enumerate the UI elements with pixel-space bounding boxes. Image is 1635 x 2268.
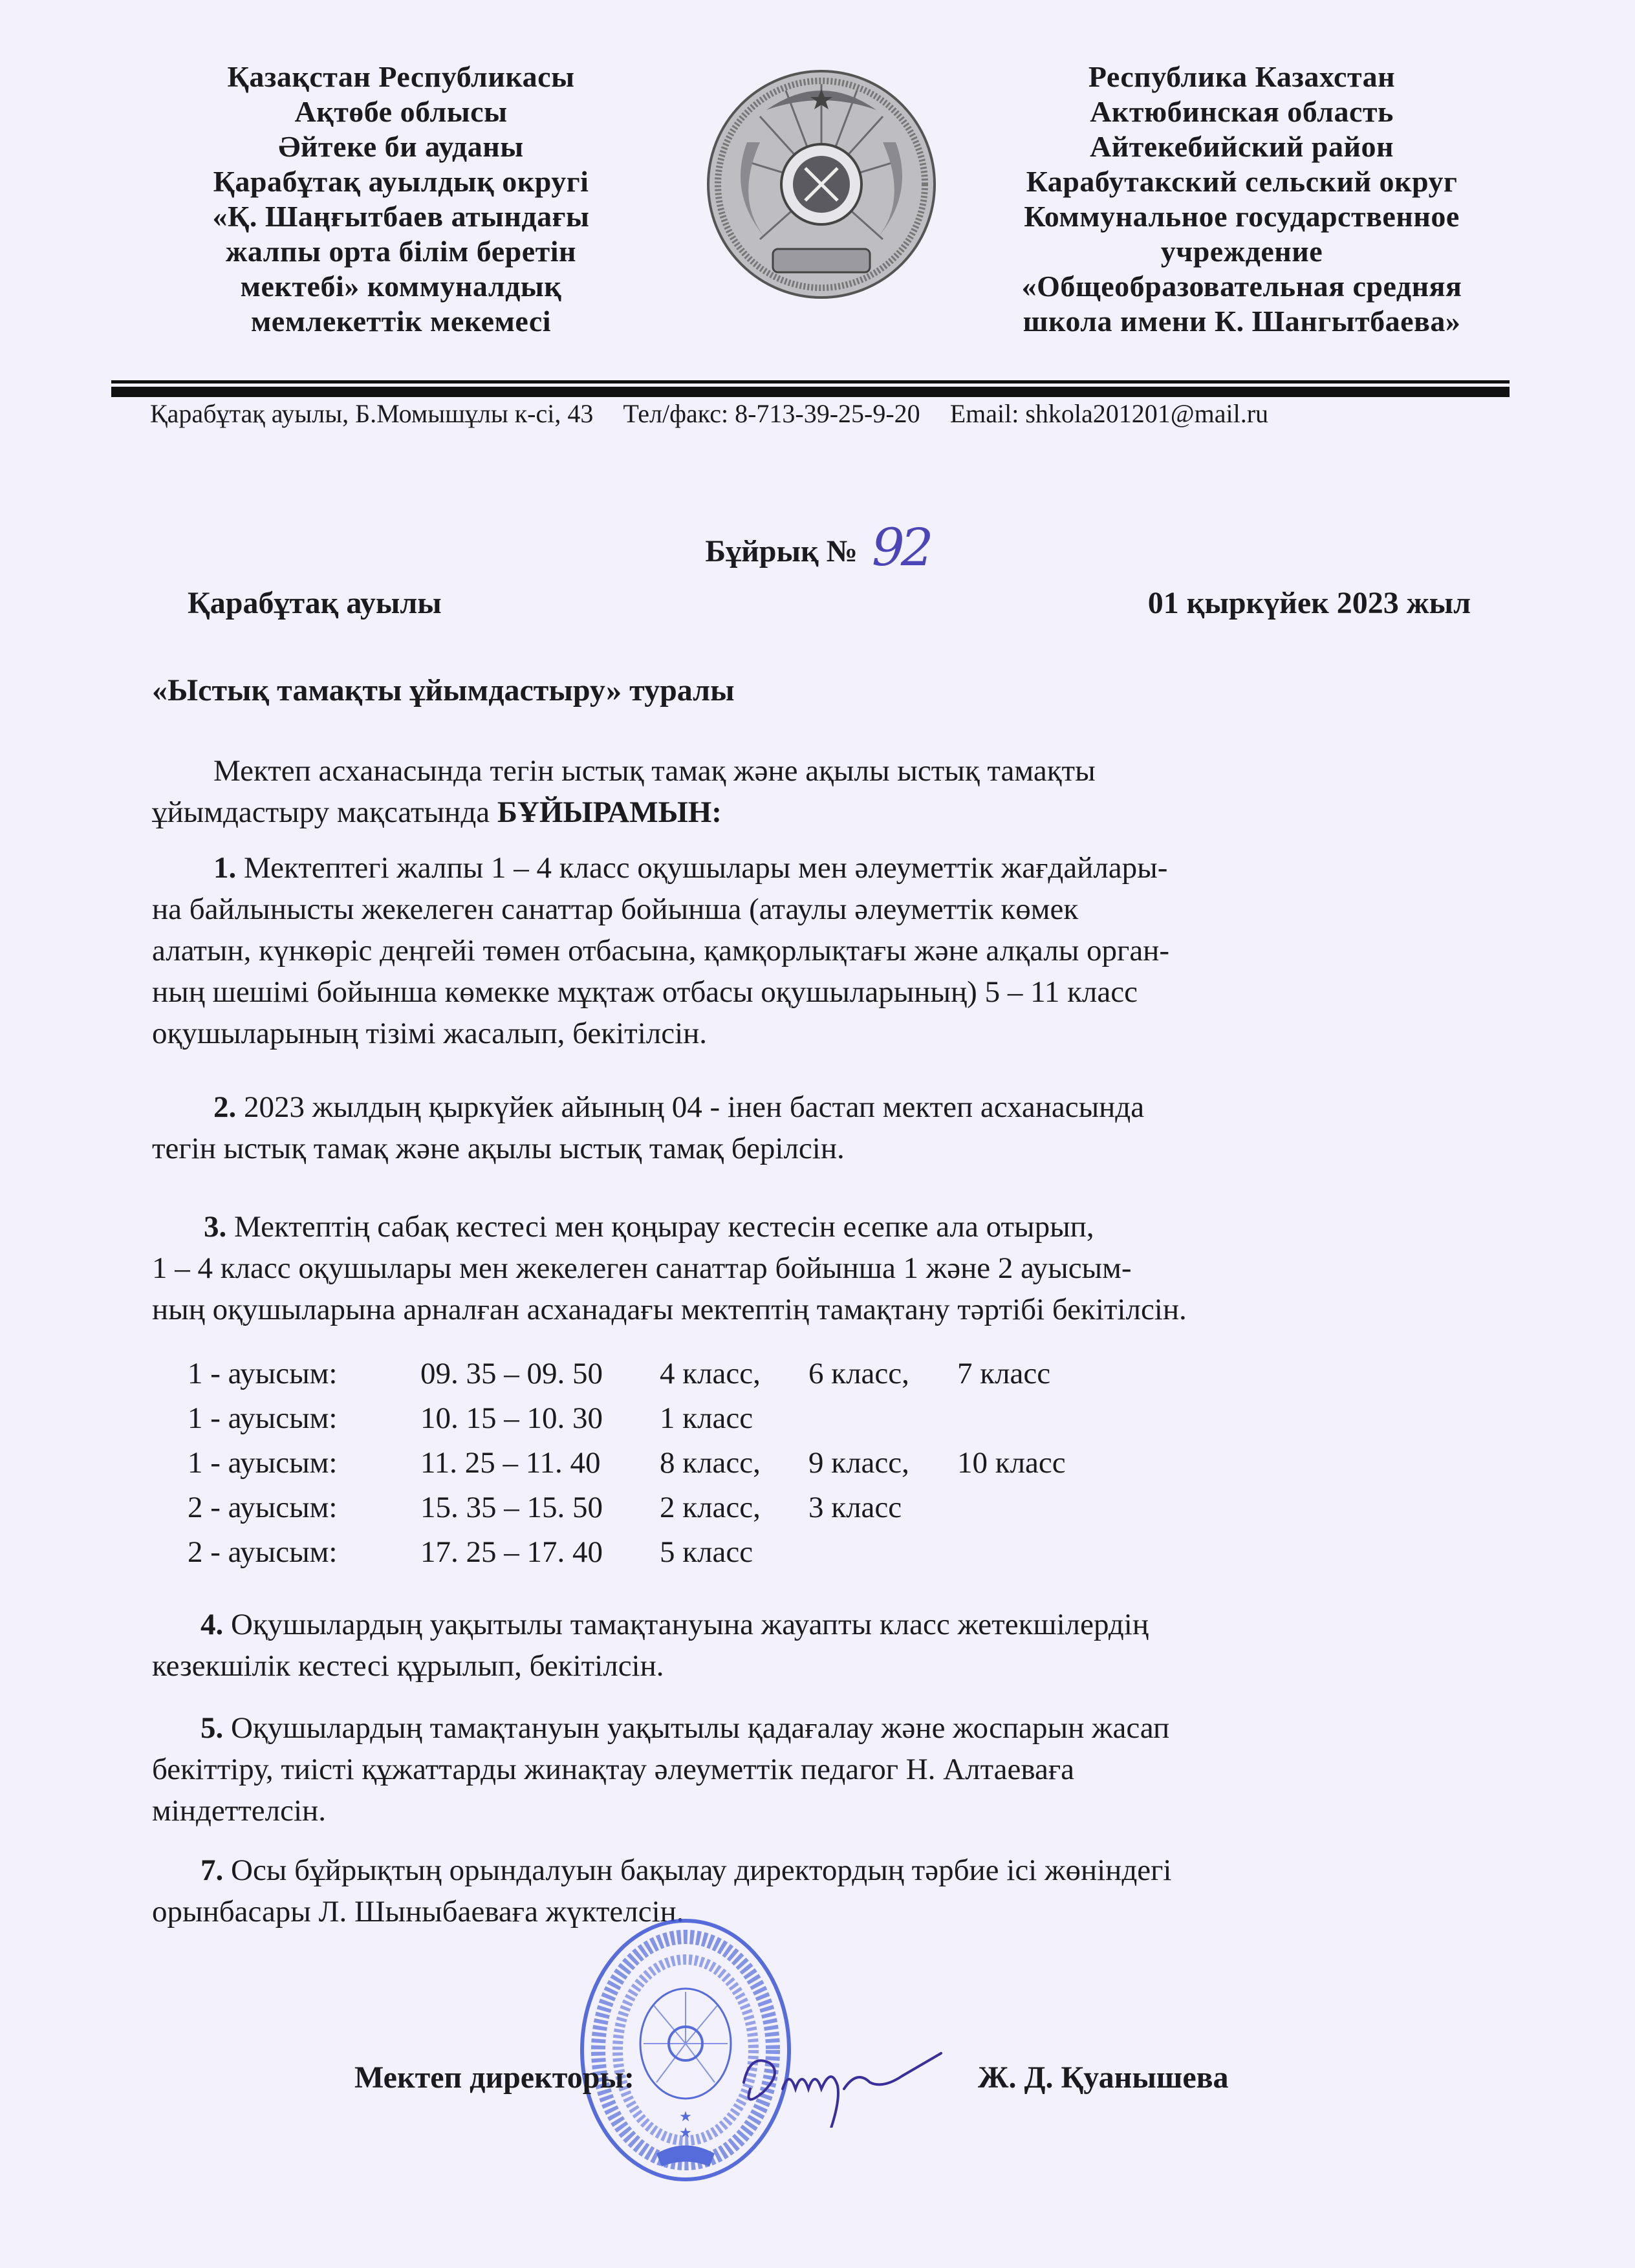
preamble [152,750,1478,833]
shift: 2 - ауысым: [188,1491,338,1524]
time-range: 09. 35 – 09. 50 [420,1357,603,1390]
item-line: алатын, күнкөріс деңгейі төмен отбасына, қамқорлықтағы және алқалы орган- [152,934,1169,967]
shift: 2 - ауысым: [188,1535,338,1569]
contact-line [150,396,1515,432]
header-line: мектебі» коммуналдық [240,270,562,303]
item-text: Оқушылардың уақытылы тамақтануына жауапты класс жетекшілердің [231,1608,1149,1641]
time-range: 17. 25 – 17. 40 [420,1535,603,1569]
class: 4 класс, [660,1357,761,1390]
signature-label: Мектеп директоры: [354,2060,634,2095]
header-line: Қарабұтақ ауылдық округі [213,165,589,198]
item-number: 5. [200,1711,224,1745]
class: 3 класс [808,1491,902,1524]
schedule-row [188,1352,1125,1396]
header-russian [957,59,1526,339]
item-number: 3. [204,1210,227,1244]
item-line: ның оқушыларына арналған асханадағы мектептің тамақтану тәртібі бекітілсін. [152,1293,1187,1326]
header-line: школа имени К. Шангытбаева» [1023,305,1461,338]
item-line: міндеттелсін. [152,1794,326,1828]
email: Email: shkola201201@mail.ru [949,399,1269,428]
phone-fax: Тел/факс: 8-713-39-25-9-20 [623,399,920,428]
item-line: бекіттіру, тиісті құжаттарды жинақтау әлеуметтік педагог Н. Алтаеваға [152,1753,1074,1786]
header-line: жалпы орта білім беретін [225,235,576,268]
time-range: 10. 15 – 10. 30 [420,1401,603,1435]
order-place: Қарабұтақ ауылы [188,586,442,620]
item-text: Мектептегі жалпы 1 – 4 класс оқушылары мен әлеуметтік жағдайлары- [244,851,1168,885]
item-number: 1. [213,851,237,885]
schedule-row [188,1396,1125,1441]
item-text: Осы бұйрықтың орындалуын бақылау директордың тәрбие ісі жөніндегі [231,1853,1172,1887]
item-line: на байлынысты жекелеген санаттар бойынша (атаулы әлеуметтік көмек [152,892,1079,926]
class: 1 класс [660,1401,753,1435]
order-subject: «Ыстық тамақты ұйымдастыру» туралы [152,673,735,707]
header-line: «Қ. Шаңғытбаев атындағы [212,200,590,233]
preamble-emphasis: БҰЙЫРАМЫН: [497,795,722,829]
class: 9 класс, [808,1446,909,1480]
item-2 [152,1086,1478,1169]
header-line: Республика Казахстан [1088,60,1396,93]
kazakhstan-state-emblem-icon [689,65,954,304]
order-label: Бұйрық № [705,534,858,568]
item-number: 2. [213,1090,237,1124]
header-line: Айтекебийский район [1089,130,1394,163]
item-number: 7. [200,1853,224,1887]
shift: 1 - ауысым: [188,1446,338,1480]
header-kazakh [155,59,647,339]
class: 7 класс [957,1357,1051,1390]
header-line: «Общеобразовательная средняя [1021,270,1462,303]
svg-text:★: ★ [679,2124,692,2141]
item-line: оқушыларының тізімі жасалып, бекітілсін. [152,1017,708,1050]
item-line: ның шешімі бойынша көмекке мұқтаж отбасы оқушыларының) 5 – 11 класс [152,975,1138,1009]
item-7 [152,1850,1478,1932]
preamble-text: ұйымдастыру мақсатында [152,795,497,829]
header-line: Коммунальное государственное [1024,200,1460,233]
schedule-row [188,1485,1125,1530]
header-line: учреждение [1160,235,1323,268]
header-line: Карабутакский сельский округ [1026,165,1458,198]
header-divider-thin [111,380,1510,383]
handwritten-signature-icon [731,2037,977,2128]
order-title [0,517,1635,578]
class: 2 класс, [660,1491,761,1524]
item-number: 4. [200,1608,224,1641]
schedule-row [188,1530,1125,1575]
class: 6 класс, [808,1357,909,1390]
time-range: 11. 25 – 11. 40 [420,1446,601,1480]
item-line [152,1604,1478,1645]
shift: 1 - ауысым: [188,1401,338,1435]
header-line: мемлекеттік мекемесі [250,305,552,338]
time-range: 15. 35 – 15. 50 [420,1491,603,1524]
class: 5 класс [660,1535,753,1569]
shift: 1 - ауысым: [188,1357,338,1390]
address: Қарабұтақ ауылы, Б.Момышұлы к-сі, 43 [150,399,594,428]
order-number-handwritten: 92 [871,517,930,578]
class: 10 класс [957,1446,1066,1480]
item-line: кезекшілік кестесі құрылып, бекітілсін. [152,1649,664,1683]
header-line: Актюбинская область [1090,95,1394,128]
meal-schedule [188,1352,1125,1575]
header-line: Әйтеке би ауданы [278,130,524,163]
item-5 [152,1707,1478,1831]
preamble-line [152,792,1478,833]
item-line: орынбасары Л. Шыныбаеваға жүктелсін. [152,1895,684,1928]
director-name: Ж. Д. Қуанышева [978,2060,1229,2095]
item-1 [152,847,1478,1054]
item-4 [152,1604,1478,1687]
header-line: Қазақстан Республикасы [227,60,575,93]
item-text: 2023 жылдың қыркүйек айының 04 - інен бастап мектеп асханасында [244,1090,1145,1124]
schedule-row [188,1441,1125,1485]
preamble-line: Мектеп асханасында тегін ыстық тамақ және ақылы ыстық тамақты [213,754,1096,788]
item-3 [152,1206,1478,1330]
header-line: Ақтөбе облысы [294,95,508,128]
item-line [152,1206,1478,1247]
item-line [152,847,1478,889]
item-text: Оқушылардың тамақтануын уақытылы қадағалау және жоспарын жасап [231,1711,1170,1745]
svg-text:★: ★ [679,2108,692,2124]
item-line [152,1086,1478,1128]
item-text: Мектептің сабақ кестесі мен қоңырау кестесін есепке ала отырып, [234,1210,1094,1244]
class: 8 класс, [660,1446,761,1480]
item-line: тегін ыстық тамақ және ақылы ыстық тамақ берілсін. [152,1132,845,1165]
item-line [152,1850,1478,1891]
order-date: 01 қыркүйек 2023 жыл [1147,586,1471,620]
item-line: 1 – 4 класс оқушылары мен жекелеген санаттар бойынша 1 және 2 ауысым- [152,1251,1132,1285]
item-line [152,1707,1478,1749]
